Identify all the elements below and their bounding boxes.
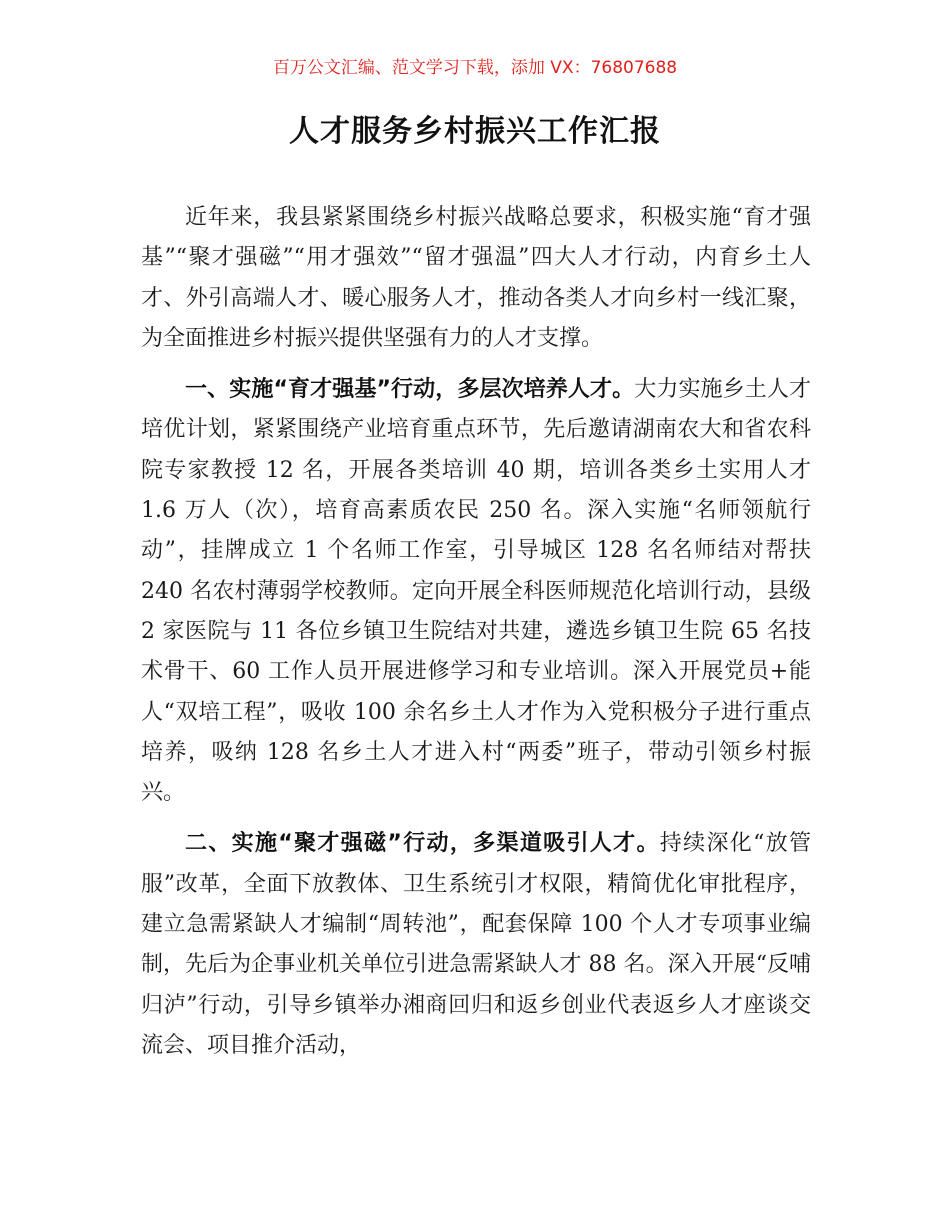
document-body bbox=[141, 198, 811, 1066]
section-text-1: 大力实施乡土人才培优计划，紧紧围绕产业培育重点环节，先后邀请湖南农大和省农科院专家教授 12 名，开展各类培训 40 期，培训各类乡土实用人才 1.6 万人（次），培育高素质农民 250 名。深入实施“名师领航行动”，挂牌成立 1 个名师工作室，引导城区 128 名名师结对帮扶 240 名农村薄弱学校教师。定向开展全科医师规范化培训行动，县级 2 家医院与 11 各位乡镇卫生院结对共建，遴选乡镇卫生院 65 名技术骨干、60 工作人员开展进修学习和专业培训。深入开展党员+能人“双培工程”，吸收 100 余名乡土人才作为入党积极分子进行重点培养，吸纳 128 名乡土人才进入村“两委”班子，带动引领乡村振兴。 bbox=[141, 377, 811, 806]
section-heading-2: 二、实施“聚才强磁”行动，多渠道吸引人才。 bbox=[185, 831, 660, 857]
intro-paragraph: 近年来，我县紧紧围绕乡村振兴战略总要求，积极实施“育才强基”“聚才强磁”“用才强效”“留才强温”四大人才行动，内育乡土人才、外引高端人才、暖心服务人才，推动各类人才向乡村一线汇聚，为全面推进乡村振兴提供坚强有力的人才支撑。 bbox=[141, 205, 811, 351]
section-heading-1: 一、实施“育才强基”行动，多层次培养人才。 bbox=[185, 377, 635, 403]
section-paragraph-2 bbox=[141, 824, 811, 1066]
section-text-2: 持续深化“放管服”改革，全面下放教体、卫生系统引才权限，精简优化审批程序，建立急需紧缺人才编制“周转池”，配套保障 100 个人才专项事业编制，先后为企事业机关单位引进急需紧缺人才 88 名。深入开展“反哺归泸”行动，引导乡镇举办湘商回归和返乡创业代表返乡人才座谈交流会、项目推介活动， bbox=[141, 831, 812, 1058]
section-paragraph-1 bbox=[141, 370, 811, 813]
watermark-banner: 百万公文汇编、范文学习下载，添加 VX：76807688 bbox=[272, 58, 678, 78]
document-title: 人才服务乡村振兴工作汇报 bbox=[289, 114, 661, 149]
